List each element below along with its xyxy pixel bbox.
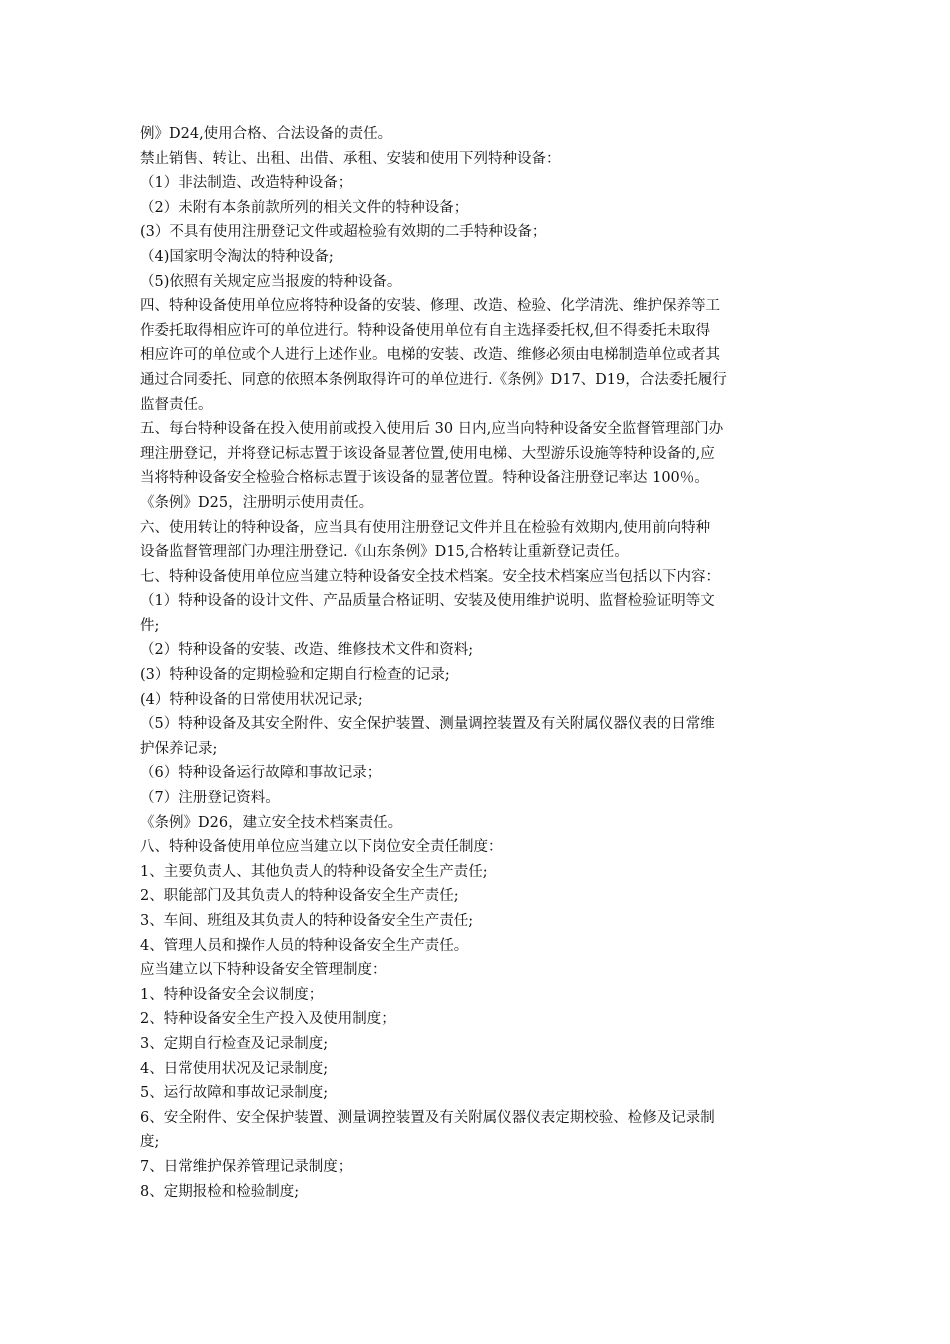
text-line: 五、每台特种设备在投入使用前或投入使用后 30 日内,应当向特种设备安全监督管理部门办 xyxy=(140,421,724,438)
text-line: 相应许可的单位或个人进行上述作业。电梯的安装、改造、维修必须由电梯制造单位或者其 xyxy=(140,347,720,364)
text-line: 通过合同委托、同意的依照本条例取得许可的单位进行.《条例》D17、D19，合法委托履行 xyxy=(140,371,727,388)
text-line: （7）注册登记资料。 xyxy=(140,790,280,807)
document-body xyxy=(140,122,812,1204)
text-line: 件; xyxy=(140,617,160,634)
text-line: 1、主要负责人、其他负责人的特种设备安全生产责任; xyxy=(140,863,488,880)
text-line: 8、定期报检和检验制度; xyxy=(140,1183,300,1200)
text-line: 设备监督管理部门办理注册登记.《山东条例》D15,合格转让重新登记责任。 xyxy=(140,544,629,561)
text-line: （1）特种设备的设计文件、产品质量合格证明、安装及使用维护说明、监督检验证明等文 xyxy=(140,593,715,610)
text-line: 禁止销售、转让、出租、出借、承租、安装和使用下列特种设备： xyxy=(140,150,561,167)
text-line: (3）特种设备的定期检验和定期自行检查的记录; xyxy=(140,667,450,684)
text-line: 六、使用转让的特种设备，应当具有使用注册登记文件并且在检验有效期内,使用前向特种 xyxy=(140,519,711,536)
text-line: 7、日常维护保养管理记录制度； xyxy=(140,1158,353,1175)
text-line: （5）特种设备及其安全附件、安全保护装置、测量调控装置及有关附属仪器仪表的日常维 xyxy=(140,716,715,733)
text-line: 5、运行故障和事故记录制度; xyxy=(140,1085,329,1102)
text-line: （2）未附有本条前款所列的相关文件的特种设备； xyxy=(140,199,469,216)
text-line: 护保养记录; xyxy=(140,740,218,757)
text-line: 3、定期自行检查及记录制度; xyxy=(140,1035,329,1052)
text-line: 3、车间、班组及其负责人的特种设备安全生产责任; xyxy=(140,913,474,929)
text-line: 4、日常使用状况及记录制度; xyxy=(140,1060,329,1077)
text-line: 《条例》D26，建立安全技术档案责任。 xyxy=(140,814,403,831)
text-line: 4、管理人员和操作人员的特种设备安全生产责任。 xyxy=(140,937,469,954)
text-line: 6、安全附件、安全保护装置、测量调控装置及有关附属仪器仪表定期校验、检修及记录制 xyxy=(140,1109,715,1126)
text-line: 度; xyxy=(140,1134,160,1151)
text-line: (4）特种设备的日常使用状况记录; xyxy=(140,691,363,708)
text-line: 1、特种设备安全会议制度； xyxy=(140,986,324,1003)
text-line: 八、特种设备使用单位应当建立以下岗位安全责任制度： xyxy=(140,839,503,856)
text-line: 当将特种设备安全检验合格标志置于该设备的显著位置。特种设备注册登记率达 100％。 xyxy=(140,470,709,487)
text-line: （4)国家明令淘汰的特种设备; xyxy=(140,248,334,265)
text-line: (3）不具有使用注册登记文件或超检验有效期的二手特种设备； xyxy=(140,224,547,241)
text-line: 监督责任。 xyxy=(140,396,213,413)
text-line: （6）特种设备运行故障和事故记录； xyxy=(140,765,382,782)
text-line: 应当建立以下特种设备安全管理制度： xyxy=(140,962,387,979)
text-line: 2、特种设备安全生产投入及使用制度； xyxy=(140,1011,396,1028)
text-line: （2）特种设备的安装、改造、维修技术文件和资料; xyxy=(140,642,474,659)
text-line: （5)依照有关规定应当报废的特种设备。 xyxy=(140,273,402,290)
text-line: （1）非法制造、改造特种设备； xyxy=(140,175,353,192)
text-line: 作委托取得相应许可的单位进行。特种设备使用单位有自主选择委托权,但不得委托未取得 xyxy=(140,322,711,339)
text-line: 理注册登记，并将登记标志置于该设备显著位置,使用电梯、大型游乐设施等特种设备的,应 xyxy=(140,445,715,462)
text-line: 四、特种设备使用单位应将特种设备的安装、修理、改造、检验、化学清洗、维护保养等工 xyxy=(140,298,720,315)
text-line: 例》D24,使用合格、合法设备的责任。 xyxy=(140,126,393,142)
text-line: 2、职能部门及其负责人的特种设备安全生产责任; xyxy=(140,888,459,905)
text-line: 七、特种设备使用单位应当建立特种设备安全技术档案。安全技术档案应当包括以下内容： xyxy=(140,568,720,585)
text-line: 《条例》D25，注册明示使用责任。 xyxy=(140,494,374,511)
